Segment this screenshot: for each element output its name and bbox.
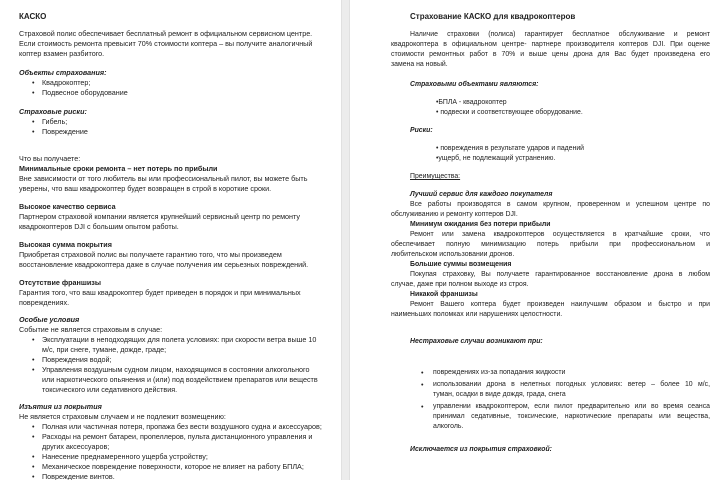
section-heading-exclusions: Изъятия из покрытия: [19, 402, 102, 411]
bullet-icon: •: [32, 432, 35, 441]
bullet-icon: •: [32, 452, 35, 461]
advantage-text: любительском использовании дронов.: [391, 251, 515, 258]
section-heading-noninsured: Нестраховые случаи возникают при:: [410, 338, 543, 345]
bullet-icon: •: [32, 472, 35, 480]
list-item: повреждениях из-за попадания жидкости: [433, 369, 566, 376]
list-item: Расходы на ремонт батареи, пропеллеров, пульта дистанционного управления и: [42, 432, 313, 441]
advantage-text: Ремонт Вашего коптера будет произведен наилучшим образом и быстро и при: [410, 301, 710, 308]
bullet-icon: •: [421, 402, 424, 411]
intro-line: Наличие страховки (полиса) гарантирует бесплатное обслуживание и ремонт: [410, 31, 710, 38]
benefit-title: Отсутствие франшизы: [19, 278, 102, 287]
intro-line: стоимости ремонтных работ в 70% и выше цены дрона для Вас будет произведена его: [391, 51, 710, 58]
advantage-title: Лучший сервис для каждого покупателя: [410, 191, 553, 198]
bullet-icon: •: [32, 335, 35, 344]
bullet-icon: •: [32, 462, 35, 471]
bullet-icon: •: [32, 355, 35, 364]
bullet-icon: •: [421, 368, 424, 377]
benefit-title: Минимальные сроки ремонта – нет потерь по прибыли: [19, 164, 218, 173]
list-item: Повреждения водой;: [42, 355, 112, 364]
section-heading-special: Особые условия: [19, 315, 80, 324]
advantage-text: обслуживанию и ремонту коптеров DJI.: [391, 211, 518, 218]
list-item: Полная или частичная потеря, пропажа без вести воздушного судна и аксессуаров;: [42, 422, 322, 431]
benefit-text: Вне зависимости от того любитель вы или профессиональный пилот, вы можете быть: [19, 174, 308, 183]
list-item: • повреждения в результате ударов и падений: [436, 145, 585, 152]
section-heading-risks: Риски:: [410, 127, 433, 134]
section-heading-risks: Страховые риски:: [19, 107, 87, 116]
advantage-text: случае, даже при полном выходе из строя.: [391, 281, 529, 288]
benefits-intro: Что вы получаете:: [19, 154, 81, 163]
list-item: туман, осадки в виде дождя, града, снега: [433, 391, 566, 398]
doc-title: КАСКО: [19, 12, 47, 21]
list-item: Гибель;: [42, 117, 68, 126]
list-item: • подвески и соответствующее оборудование.: [436, 109, 583, 116]
bullet-icon: •: [32, 88, 35, 97]
list-item: •БПЛА - квадрокоптер: [436, 99, 507, 106]
section-heading-objects: Объекты страхования:: [19, 68, 107, 77]
advantage-title: Минимум ожидания без потери прибыли: [410, 221, 551, 228]
list-item: Нанесение преднамеренного ущерба устройству;: [42, 452, 208, 461]
list-item: других аксессуаров;: [42, 442, 110, 451]
list-item: Повреждение винтов.: [42, 472, 115, 480]
advantage-text: Ремонт или замена квадрокоптеров осуществляется в кратчайшие сроки, что: [410, 231, 710, 238]
page-gap: [341, 0, 350, 480]
benefit-text: повреждениях.: [19, 298, 70, 307]
benefit-text: восстановление квадрокоптера даже в случае получения им серьезных повреждений.: [19, 260, 309, 269]
intro-line: замена на новый.: [391, 61, 448, 68]
list-item: принимал седативные, токсические, наркотические препараты или вещества,: [433, 413, 710, 420]
benefit-text: Гарантия того, что ваш квадрокоптер будет приведен в порядок и при минимальных: [19, 288, 301, 297]
intro-line: квадрокоптера в официальном центре- партнере производителя коптеров DJI. При оценке: [391, 41, 710, 48]
intro-line: Страховой полис обеспечивает бесплатный ремонт в официальном сервисном центре.: [19, 29, 313, 38]
bullet-icon: •: [32, 78, 35, 87]
doc-title: Страхование КАСКО для квадрокоптеров: [410, 12, 576, 21]
list-item: или наркотического опьянения и (или) под воздействием препаратов или веществ: [42, 375, 318, 384]
document-page-right: [350, 0, 720, 480]
list-item: Механическое повреждение поверхности, которое не влияет на работу БПЛА;: [42, 462, 304, 471]
benefit-title: Высокое качество сервиса: [19, 202, 116, 211]
section-heading-excluded: Исключается из покрытия страховкой:: [410, 446, 552, 453]
benefit-text: Партнером страховой компании является крупнейший сервисный центр по ремонту: [19, 212, 300, 221]
benefit-title: Высокая сумма покрытия: [19, 240, 112, 249]
list-item: токсического или седативного действия.: [42, 385, 178, 394]
intro-line: коптер взамен разбитого.: [19, 49, 105, 58]
list-item: Управления воздушным судном лицом, находящимся в состоянии алкогольного: [42, 365, 310, 374]
document-page-left: [0, 0, 341, 480]
benefit-text: Приобретая страховой полис вы получаете гарантию того, что мы произведем: [19, 250, 282, 259]
benefit-text: уверены, что ваш квадрокоптер будет возвращен в строй в короткие сроки.: [19, 184, 272, 193]
bullet-icon: •: [421, 380, 424, 389]
benefit-text: квадрокоптеров DJI с большим опытом работы.: [19, 222, 179, 231]
advantage-text: наименьших поломках или нарушениях целостности.: [391, 311, 563, 318]
bullet-icon: •: [32, 365, 35, 374]
list-item: Повреждение: [42, 127, 88, 136]
list-item: управлении квадрокоптером, если пилот предварительно или во время сеанса: [433, 403, 710, 410]
bullet-icon: •: [32, 422, 35, 431]
list-item: Эксплуатации в неподходящих для полета условиях: при скорости ветра выше 10: [42, 335, 317, 344]
section-heading-objects: Страховыми объектами являются:: [410, 81, 539, 88]
advantage-title: Большие суммы возмещения: [410, 261, 512, 268]
excl-intro: Не является страховым случаем и не подлежит возмещению:: [19, 412, 226, 421]
list-item: Квадрокоптер;: [42, 78, 91, 87]
bullet-icon: •: [32, 117, 35, 126]
list-item: м/с, при снеге, тумане, дожде, граде;: [42, 345, 167, 354]
list-item: Подвесное оборудование: [42, 88, 128, 97]
advantage-text: обеспечивает полную минимизацию потерь прибыли при профессиональном и: [391, 241, 710, 248]
advantage-text: Все работы производятся в самом крупном, проверенном и успешном центре по: [410, 201, 710, 208]
advantage-title: Никакой франшизы: [410, 291, 478, 298]
list-item: использовании дрона в нелетных погодных условиях: ветер – более 10 м/с,: [433, 381, 710, 388]
list-item: •ущерб, не подлежащий устранению.: [436, 155, 556, 162]
intro-line: Если стоимость ремонта превысит 70% стоимости коптера – вы получите аналогичный: [19, 39, 313, 48]
bullet-icon: •: [32, 127, 35, 136]
advantage-text: Покупая страховку, Вы получаете гарантированное восстановление дрона в любом: [410, 271, 710, 278]
list-item: алкоголь.: [433, 423, 464, 430]
special-intro: Событие не является страховым в случае:: [19, 325, 163, 334]
advantages-label: Преимущества:: [410, 173, 461, 180]
